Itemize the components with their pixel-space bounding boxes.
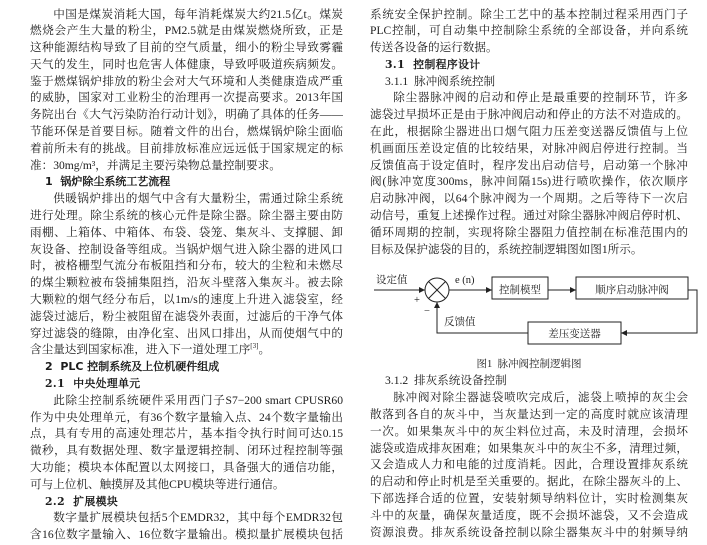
paragraph-line: 一次。如果集灰斗中的灰尘料位过高，未及时清理，会损坏	[370, 424, 688, 438]
paragraph-line: 务院出台《大气污染防治行动计划》，明确了具体的任务——	[30, 108, 343, 122]
paragraph-line: 节能环保是首要目标。随着文件的出台，燃煤锅炉除尘面临	[30, 125, 343, 139]
controller-label: 控制模型	[499, 284, 541, 296]
paragraph-line: 燃烧会产生大量的粉尘，PM2.5就是由煤炭燃烧所致，正是	[30, 24, 343, 38]
paragraph-line: 数字量扩展模块包括5个EMDR32，其中每个EMDR32包	[53, 511, 343, 525]
paragraph-line: 灰设备、控制设备等组成。当锅炉烟气进入除尘器的进风口	[30, 242, 343, 256]
paragraph-section-3-1-2	[370, 390, 688, 541]
paragraph-section-1	[30, 191, 343, 359]
paragraph-line: PLC控制，可自动集中控制除尘系统的全部设备，并向系统	[370, 24, 688, 38]
paragraph-line: 准：30mg/m³，并满足主要污染物总量控制要求。	[30, 158, 281, 172]
paragraph-line: 天气的发生，同时也危害人体健康，导致呼吸道疾病频发。	[30, 57, 343, 71]
actuator-label: 顺序启动脉冲阀	[595, 284, 669, 296]
paragraph-line: 除尘器脉冲阀的启动和停止是最重要的控制环节，许多	[393, 91, 688, 105]
paragraph-line: 机画面压差设定值的比较结果，对脉冲阀启停进行控制。当	[370, 141, 688, 155]
paragraph-line: 雨棚、上箱体、中箱体、布袋、袋笼、集灰斗、支撑腿、卸	[30, 225, 343, 239]
paragraph-line: 滤袋或造成排灰困难；如果集灰斗中的灰尘不多，清理过频，	[370, 441, 688, 455]
line-text: 含尘量达到国家标准，进入下一道处理工序	[30, 343, 251, 357]
paragraph-line: 传送各设备的运行数据。	[370, 41, 498, 55]
paragraph-line: 滤袋过早损坏正是由于脉冲阀启动和停止的方法不对造成的。	[370, 108, 688, 122]
paragraph-line: 含16位数字量输入、16位数字量输出。模拟量扩展模块包括	[30, 528, 343, 542]
subsection-heading-3-1-2: 3.1.2 排灰系统设备控制	[385, 374, 507, 388]
paragraph-line: 鉴于燃煤锅炉排放的粉尘会对大气环境和人类健康造成严重	[30, 74, 343, 88]
line-end-punctuation: 。	[258, 343, 271, 357]
citation-ref: [3]	[250, 342, 259, 351]
paragraph-section-3-1-1	[370, 90, 688, 258]
paragraph-line: 可与上位机、触摸屏及其他CPU模块等进行通信。	[30, 477, 285, 491]
paragraph-line: 此除尘控制系统硬件采用西门子S7−200 smart CPUSR60	[53, 393, 343, 407]
paragraph-line: 的煤尘颗粒被布袋捕集阻挡，沿灰斗壁落入集灰斗。被去除	[30, 276, 343, 290]
subsection-heading-2-1: 2.1 中央处理单元	[45, 377, 141, 391]
error-signal-label: e (n)	[455, 274, 475, 286]
subsection-heading-2-2: 2.2 扩展模块	[45, 494, 119, 508]
paragraph-line: 时，被格栅型气流分布板阻挡和分布，较大的尘粒和未燃尽	[30, 259, 343, 273]
setpoint-label: 设定值	[376, 274, 408, 286]
paragraph-intro	[30, 7, 343, 175]
minus-sign: −	[424, 305, 430, 317]
section-heading-1: 1 锅炉除尘系统工艺流程	[45, 175, 171, 189]
paragraph-line: 又会造成人力和电能的过度消耗。因此，合理设置排灰系统	[370, 458, 688, 472]
paragraph-line: 动信号，重复上述操作过程。通过对除尘器脉冲阀启停时机、	[370, 209, 688, 223]
paragraph-line: 在此，根据除尘器进出口烟气阻力压差变送器反馈值与上位	[370, 125, 688, 139]
paragraph-line: 滤袋过滤后，粉尘被阻留在滤袋外表面，过滤后的干净气体	[30, 309, 343, 323]
paragraph-line: 这种能源结构导致了目前的空气质量，细小的粉尘导致雾霾	[30, 41, 343, 55]
paragraph-line: 系统安全保护控制。除尘工艺中的基本控制过程采用西门子	[370, 7, 688, 21]
paragraph-line: 散落到各自的灰斗中，当灰量达到一定的高度时就应该清理	[370, 408, 688, 422]
paragraph-line: 着前所未有的挑战。目前排放标准应远远低于国家规定的标	[30, 141, 343, 155]
paragraph-line: 循环周期的控制，实现将除尘器阻力值控制在标准范围内的	[370, 225, 688, 239]
paragraph-line: 斗中的灰量，确保灰量适度，既不会损坏滤袋，又不会造成	[370, 508, 688, 522]
paragraph-line: 目标及保护滤袋的目的，系统控制逻辑图如图1所示。	[370, 242, 643, 256]
paragraph-line: 下部选择合适的位置，安装射频导纳料位计，实时检测集灰	[370, 492, 688, 506]
paragraph-section-2-1	[30, 393, 343, 494]
paragraph-line: 资源浪费。排灰系统设备控制以除尘器集灰斗中的射频导纳	[370, 525, 688, 539]
plus-sign: +	[414, 294, 420, 306]
paragraph-line: 穿过滤袋的缝隙，由净化室、出风口排出，从而使烟气中的	[30, 326, 343, 340]
paragraph-line: 点，具有专用的高速处理芯片，基本指令执行时间可达0.15	[30, 427, 343, 441]
control-logic-diagram	[370, 262, 702, 350]
paragraph-line: 大功能；模块本体配置以太网接口，具备强大的通信功能，	[30, 461, 343, 475]
paragraph-line	[30, 342, 343, 359]
paragraph-line: 供暖锅炉排出的烟气中含有大量粉尘，需通过除尘系统	[53, 192, 343, 206]
paragraph-line: 的威胁，国家对工业粉尘的治理再一次提高要求。2013年国	[30, 91, 343, 105]
sensor-label: 差压变送器	[548, 328, 601, 340]
paragraph-line: 反馈值高于设定值时，程序发出启动信号，启动第一个脉冲	[370, 158, 688, 172]
left-column	[30, 7, 343, 545]
paragraph-line: 微秒，具有数据处理、数字量逻辑控制、闭环过程控制等强	[30, 444, 343, 458]
subsection-heading-3-1: 3.1 控制程序设计	[385, 57, 481, 71]
paragraph-line: 阀(脉冲宽度300ms，脉冲间隔15s)进行喷吹操作，依次顺序	[370, 175, 688, 189]
right-column	[370, 7, 688, 542]
figure-1	[370, 258, 688, 373]
paragraph-line: 脉冲阀对除尘器滤袋喷吹完成后，滤袋上喷掉的灰尘会	[393, 391, 688, 405]
paragraph-continuation	[370, 7, 688, 57]
paragraph-line: 作为中央处理单元，有36个数字量输入点、24个数字量输出	[30, 410, 343, 424]
summing-junction	[425, 278, 449, 302]
paragraph-line: 进行处理。除尘系统的核心元件是除尘器。除尘器主要由防	[30, 209, 343, 223]
feedback-label: 反馈值	[444, 316, 476, 328]
subsection-heading-3-1-1: 3.1.1 脉冲阀系统控制	[385, 74, 496, 88]
paragraph-line: 启动脉冲阀，以64个脉冲阀为一个周期。之后等待下一次启	[370, 192, 688, 206]
figure-caption: 图1 脉冲阀控制逻辑图	[476, 358, 582, 370]
paragraph-line: 的启动和停止时机是至关重要的。据此，在除尘器灰斗的上、	[370, 475, 688, 489]
paragraph-line: 大颗粒的烟气经分布后，以1m/s的速度上升进入滤袋室，经	[30, 293, 343, 307]
section-heading-2: 2 PLC 控制系统及上位机硬件组成	[45, 360, 220, 374]
paragraph-section-2-2	[30, 510, 343, 544]
paragraph-line: 中国是煤炭消耗大国，每年消耗煤炭大约21.5亿t。煤炭	[53, 7, 343, 21]
